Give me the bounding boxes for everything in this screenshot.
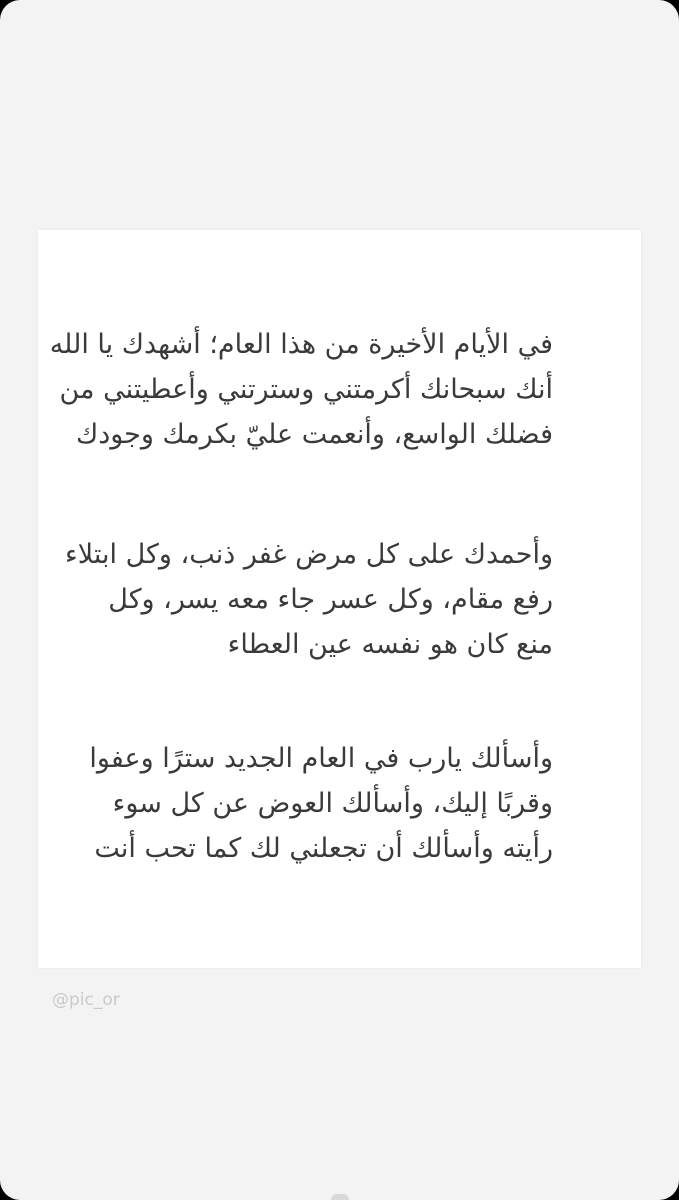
poem-line: وأحمدك على كل مرض غفر ذنب، وكل ابتلاء <box>65 539 553 570</box>
poem-stanza-2 <box>65 532 553 667</box>
poem-line: رأيته وأسألك أن تجعلني لك كما تحب أنت <box>94 833 553 864</box>
watermark: @pic_or <box>52 990 120 1010</box>
poem-line: في الأيام الأخيرة من هذا العام؛ أشهدك يا الله <box>49 329 553 360</box>
poem-line: منع كان هو نفسه عين العطاء <box>227 629 553 660</box>
poem-line: وقربًا إليك، وأسألك العوض عن كل سوء <box>112 788 553 819</box>
home-indicator <box>331 1194 349 1200</box>
poem-line: فضلك الواسع، وأنعمت عليّ بكرمك وجودك <box>75 419 553 450</box>
poem-stanza-3 <box>89 736 553 871</box>
quote-card <box>38 230 641 968</box>
poem-line: رفع مقام، وكل عسر جاء معه يسر، وكل <box>108 584 553 615</box>
poem-line: وأسألك يارب في العام الجديد سترًا وعفوا <box>89 743 553 774</box>
poem-stanza-1 <box>49 322 553 457</box>
poem-line: أنك سبحانك أكرمتني وسترتني وأعطيتني من <box>59 374 553 405</box>
